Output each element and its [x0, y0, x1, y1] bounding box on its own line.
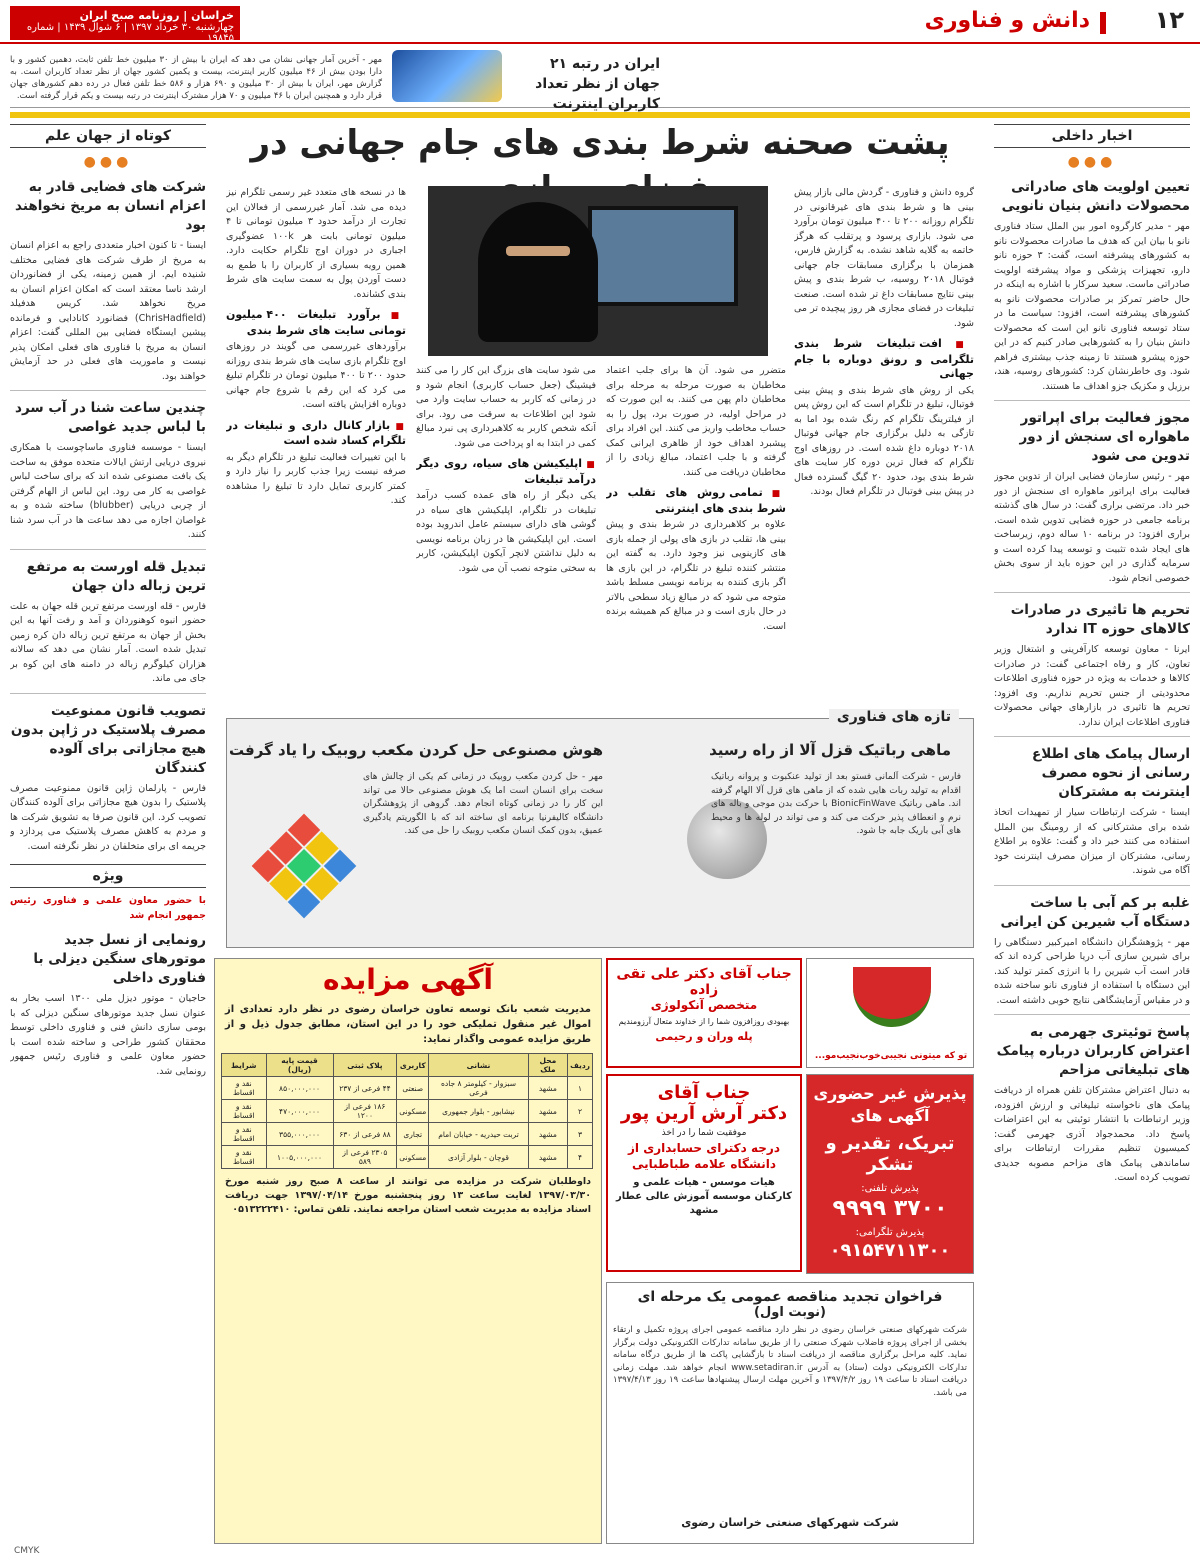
onco-message: بهبودی روزافزون شما را از خداوند متعال آرزومندیم — [618, 1017, 790, 1026]
tech-headline-fish[interactable]: ماهی رباتیک قزل آلا از راه رسید — [709, 741, 951, 759]
news-body: فارس - پارلمان ژاپن قانون ممنوعیت مصرف پلاستیک را بدون هیچ مجازاتی برای آلوده کنندگان تصویب کرد. این قانون صرفا به تشویق شرکت ها و مردم به کاهش مصرف پلاستیک می پردازد و جریمه ای برای متخلفان در نظر نگرفته است. — [10, 782, 206, 852]
table-cell: قوچان - بلوار آزادی — [429, 1146, 528, 1169]
brand-box — [10, 6, 240, 44]
table-cell: تجاری — [397, 1123, 429, 1146]
news-headline[interactable]: ارسال پیامک های اطلاع رسانی از نحوه مصرف اینترنت به مشترکان — [1031, 746, 1190, 800]
news-headline[interactable]: شرکت های فضایی قادر به اعزام انسان به مریخ نخواهند بود — [15, 179, 206, 233]
brand-name: خراسان | روزنامه صبح ایران — [79, 9, 234, 22]
news-body: مهر - مدیر کارگروه امور بین الملل ستاد فناوری نانو با بیان این که هدف ما صادرات محصولات نانو به کشورهای پیشرفته است، گفت: ۳ حوزه نانو دارو، تجهیزات پزشکی و مواد پیشرفته اولویت صادراتی ماست. سعید سرکار با اشاره به اینکه در حال حاضر تمرکز بر صادرات محصولات نانو به کشورهای پیشرفته است، افزود: سیاست ما در ستاد توسعه فناوری نانو این است که محصولات دانش بنیان را به کشورهایی صادر کنیم که در این حوزه پیشرو هستند تا زمینه جذب بیشتری فراهم شود. وی خاطرنشان کرد: کشورهای روسیه، هند، برزیل و مکزیک جزو اهداف ما هستند. — [994, 221, 1190, 392]
congrats-degree: درجه دکترای حسابداری از دانشگاه علامه طباطبایی — [628, 1141, 780, 1171]
table-cell: ۱۸۶ فرعی از ۱۲۰۰ — [333, 1100, 397, 1123]
news-body: مهر - پژوهشگران دانشگاه امیرکبیر دستگاهی را برای شیرین سازی آب دریا طراحی کرده اند که قادر است آب شیرین را با انرژی کمتر تولید کند. این دستگاه با استفاده از فناوری نانو ساخته شده و در مقیاس آزمایشگاهی نتایج خوبی داشته است. — [994, 936, 1190, 1006]
table-cell: سبزوار - کیلومتر ۸ جاده فرعی — [429, 1077, 528, 1100]
table-cell: صنعتی — [397, 1077, 429, 1100]
auction-intro: مدیریت شعب بانک توسعه تعاون خراسان رضوی در نظر دارد تعدادی از اموال غیر منقول تملیکی خود را در این استان، مطابق جدول ذیل و از طریق مزایده عمومی واگذار نماید: — [225, 1004, 591, 1045]
article-text: یکی از روش های شرط بندی و پیش بینی فوتبال، تبلیغ در تلگرام است که این روش پس از فیلترینگ تلگرام کم رنگ شده بود اما به تازگی به دلیل برگزاری جام جهانی فوتبال ۲۰۱۸ دوباره داغ شده است. در روزهای اوج تلگرام که فعال ترین دوره کار سایت های شرط بندی بود، حدود ۲۰ گیگ گسترده فعال در پیش بینی فوتبال در تلگرام فعال بودند. — [794, 384, 974, 497]
section-title: دانش و فناوری — [924, 8, 1090, 33]
news-headline[interactable]: پاسخ توئیتری جهرمی به اعتراض کاربران درباره پیامک های تبلیغاتی مزاحم — [996, 1024, 1190, 1078]
table-header: قیمت پایه (ریال) — [266, 1054, 333, 1077]
table-cell: مشهد — [528, 1123, 567, 1146]
tech-body-rubik: مهر - حل کردن مکعب روبیک در زمانی کم یکی از چالش های سخت برای انسان است اما یک هوش مصنوعی حالا می تواند این کار را در زمانی کوتاه انجام دهد. گروهی از پژوهشگران دانشگاه کالیفرنیا برنامه ای ساخته اند که با الگوریتم یادگیری عمیق، بدون کمک انسان مکعب روبیک را حل می کند. — [363, 772, 603, 836]
monitor-shape — [588, 206, 738, 306]
news-body: مهر - رئیس سازمان فضایی ایران از تدوین مجوز فعالیت برای اپراتور ماهواره ای سنجش از دور خبر داد. مرتضی براری گفت: در سال های گذشته برنامه جامعی در حوزه فضایی تدوین شده است. براری افزود: در برنامه ۱۰ ساله دوم، زیرساخت های ایجاد شده تثبیت و توسعه پیدا کرده است و سرمایه گذاری در این حوزه باید از سوی بخش خصوصی انجام شود. — [994, 471, 1190, 584]
article-subhead: ■ افت تبلیغات شرط بندی تلگرامی و رونق دوباره با جام جهانی — [794, 337, 974, 382]
melon-caption: تو که میتونی نجیبی‌خوب‌نجیب‌مو... — [814, 1051, 968, 1061]
news-headline[interactable]: چندین ساعت شنا در آب سرد با لباس جدید غواصی — [15, 400, 206, 435]
divider — [994, 400, 1190, 401]
watermelon-ad — [806, 958, 974, 1068]
table-cell: مسکونی — [397, 1100, 429, 1123]
table-cell: ۱۰۰۵,۰۰۰,۰۰۰ — [266, 1146, 333, 1169]
onco-signature: پله وران و رحیمی — [655, 1030, 753, 1043]
divider — [10, 693, 206, 694]
article-text: گروه دانش و فناوری - گردش مالی بازار پیش بینی ها و شرط بندی های غیرقانونی در تلگرام روزانه ۲۰۰ تا ۴۰۰ میلیون تومان برآورد می شود. بازاری پرسود و پرتقلب که هرگز خاتمه به گلایه شاهد نشده. به گزارش فارس، همزمان با برگزاری مسابقات جام جهانی فوتبال ۲۰۱۸ روسیه، ب شرط بندی و پیش بینی نتایج مسابقات داغ تر شده است. صنعت تبلیغات در فضای مجازی هر روز پیچیده تر می شود. — [794, 187, 974, 329]
ads-reception-ad — [806, 1074, 974, 1274]
article-subhead: ■ تمامی روش های تقلب در شرط بندی های اینترنتی — [606, 486, 786, 516]
tender-body: شرکت شهرکهای صنعتی خراسان رضوی در نظر دارد مناقصه عمومی اجرای پروژه تکمیل و ارتقاء بخشی از اجرای پروژه فاضلاب شهرک صنعتی را از طریق سامانه تدارکات الکترونیکی دولت برگزار نماید. کلیه مراحل برگزاری مناقصه از دریافت اسناد تا بازگشایی پاکت ها از طریق درگاه سامانه تدارکات الکترونیکی دولت (ستاد) به آدرس www.setadiran.ir انجام خواهد شد. مهلت زمانی دریافت اسناد تا ساعت ۱۹ روز ۱۳۹۷/۴/۲ و آخرین مهلت ارسال پیشنهادها ساعت ۱۹ روز ۱۳۹۷/۴/۱۳ می باشد. — [613, 1325, 967, 1398]
tech-news-label: تازه های فناوری — [829, 709, 959, 725]
hacker-photo — [428, 186, 768, 356]
article-text: یکی دیگر از راه های عمده کسب درآمد تبلیغات در تلگرام، اپلیکیشن های سیاه در گوشی های دارای سیستم عامل اندروید بوده است. این اپلیکیشن ها در زبان برنامه نویسی به دلیل نداشتن لانچر آیکون اپلیکیشن، کاربر به سختی متوجه نصب آن می شود. — [416, 490, 596, 574]
tender-round: (نوبت اول) — [754, 1305, 826, 1320]
news-headline[interactable]: مجوز فعالیت برای اپراتور ماهواره ای سنجش از دور تدوین می شود — [1019, 410, 1190, 464]
table-cell: ۱ — [568, 1077, 593, 1100]
table-cell: نیشابور - بلوار جمهوری — [429, 1100, 528, 1123]
rubik-cube-image — [252, 814, 357, 919]
news-body: ایسنا - تا کنون اخبار متعددی راجع به اعزام انسان به مریخ از طرف شرکت های فضایی مختلف شنیده ایم. از همین زمینه، یکی از فضانوردان ارشد ناسا معتقد است که امکان اعزام انسان به مریخ نخواهد شد. کریس هدفیلد (ChrisHadfield) فضانورد کانادایی و فرمانده پیشین ایستگاه فضایی بین المللی گفت: اعزام انسان به مریخ با فناوری های فعلی امکان پذیر نیست و ماموریت های فعلی در حد آزمایش خواهند بود. — [10, 240, 206, 382]
news-headline[interactable]: تعیین اولویت های صادراتی محصولات دانش بنیان نانویی — [1001, 179, 1190, 214]
date-line: چهارشنبه ۳۰ خرداد ۱۳۹۷ | ۶ شوال ۱۴۳۹ | شماره ۱۹۸۴۵ — [26, 22, 234, 44]
table-cell: ۴۷۰,۰۰۰,۰۰۰ — [266, 1100, 333, 1123]
table-cell: ۴۴ فرعی از ۲۳۷ — [333, 1077, 397, 1100]
yellow-rule — [10, 112, 1190, 118]
world-science-column — [10, 124, 206, 1544]
table-cell: ۸۸ فرعی از ۶۳۰ — [333, 1123, 397, 1146]
article-text: علاوه بر کلاهبرداری در شرط بندی و پیش بینی ها، تقلب در بازی های پولی از جمله بازی های کازینویی نیز وجود دارد. به گفته این منتشر کننده تبلیغ در تلگرام، در این بازی ها اگر بازی کننده به برنامه نویسی مسلط باشد متوجه می شود که در مبالغ زیاد سطحی بالاتر در حال بازی است و در مبالغ کم همیشه برنده است. — [606, 519, 786, 632]
divider — [994, 736, 1190, 737]
table-cell: مسکونی — [397, 1146, 429, 1169]
table-cell: ۲ — [568, 1100, 593, 1123]
column-title: کوتاه از جهان علم — [10, 124, 206, 148]
column-title: اخبار داخلی — [994, 124, 1190, 148]
dots-ornament: ●●● — [1067, 154, 1117, 170]
top-strip — [10, 48, 1190, 112]
table-header: پلاک ثبتی — [333, 1054, 397, 1077]
congrats-name: دکتر آرش آرین پور — [620, 1103, 788, 1124]
onco-name: جناب آقای دکتر علی تقی زاده — [616, 966, 792, 998]
news-headline[interactable]: تصویب قانون ممنوعیت مصرف پلاستیک در ژاپن بدون هیچ مجازاتی برای آلوده کنندگان — [10, 702, 206, 776]
dots-ornament: ●●● — [83, 154, 133, 170]
special-body: حاجیان - موتور دیزل ملی ۱۳۰۰ اسب بخار به عنوان نسل جدید موتورهای سنگین دیزلی که با بومی سازی دانش فنی و فناوری داخلی توسط محققان کشور طراحی و ساخته شده است با حضور معاون علمی و فناوری رئیس جمهور رونمایی شد. — [10, 993, 206, 1077]
ads-telegram-label: پذیرش تلگرامی: — [855, 1227, 925, 1238]
tender-title: فراخوان تجدید مناقصه عمومی یک مرحله ای — [637, 1289, 943, 1305]
special-headline[interactable]: رونمایی از نسل جدید موتورهای سنگین دیزلی با فناوری داخلی — [33, 932, 206, 986]
mask-eyes-shape — [506, 246, 570, 256]
globe-image — [392, 50, 502, 102]
tech-body-fish: فارس - شرکت آلمانی فستو بعد از تولید عنکبوت و پروانه رباتیک اقدام به تولید ربات هایی شده که از ماهی های قزل آلا الهام گرفته اند. ماهی رباتیک BionicFinWave با حرکت بدن موجی و باله های نرم و انعطاف پذیر حرکت می کند و می تواند در لوله ها و محیط های آبی باریک جابه جا شود. — [711, 772, 961, 836]
article-text: می شود سایت های بزرگ این کار را می کنند فیشینگ (جعل حساب کاربری) انجام شود و در زمانی که کاربر به حساب سایت وارد می شود این اطلاعات به سرقت می رود. برای آنکه شخص کاربر به کلاهبرداری پی نبرد مبالغ کمی در ابتدا به او پرداخت می شود. — [416, 365, 596, 449]
table-header: شرایط — [222, 1054, 267, 1077]
news-body: به دنبال اعتراض مشترکان تلفن همراه از دریافت پیامک های ناخواسته تبلیغاتی و ارزش افزوده، وزیر ارتباطات با انتشار توئیتی به این اعتراضات پاسخ داد. محمدجواد آذری جهرمی گفت: کمیسیون تنظیم مقررات ارتباطات برای ساماندهی پیامک های مزاحم مصوبه جدیدی تصویب کرده است. — [994, 1085, 1190, 1183]
special-title: ویژه — [10, 864, 206, 888]
news-headline[interactable]: غلبه بر کم آبی با ساخت دستگاه آب شیرین کن ایرانی — [1000, 894, 1190, 930]
table-cell: نقد و اقساط — [222, 1077, 267, 1100]
article-column-3 — [416, 364, 596, 708]
news-body: ایسنا - موسسه فناوری ماساچوست با همکاری نیروی دریایی ارتش ایالات متحده موفق به ساخت یک بافت مصنوعی شده اند که برای ساخت لباس غواصی به کار می رود. این لباس از الهام گرفتن از چربی دریایی (blubber) ساخته شده و به غواصان اجازه می دهد ساعت ها در آب سرد شنا کنند. — [10, 442, 206, 540]
divider — [10, 390, 206, 391]
article-text: متضرر می شود. آن ها برای جلب اعتماد مخاطبان به صورت مرحله به مرحله برای مخاطبان دام پهن می کنند. به این صورت که در مراحل اولیه، در صورت برد، پول را به حساب مخاطب واریز می کنند. این افراد برای پیشبرد اهداف خود از ظاهری ایرانی کمک گرفته و با جلب اعتماد، مبالغ زیادی را از مخاطبان دریافت می کنند. — [606, 365, 786, 478]
article-text: برآوردهای غیررسمی می گویند در روزهای اوج تلگرام بازی سایت های شرط بندی روزانه حدود ۲۰۰ تا ۴۰۰ میلیون تومان در تلگرام تبلیغ می کرد که این رقم با شروع جام جهانی دوباره افزایش یافته است. — [226, 341, 406, 410]
article-subhead: ■ بازار کانال داری و تبلیغات در تلگرام کساد شده است — [226, 419, 406, 449]
table-cell: مشهد — [528, 1146, 567, 1169]
congrats-signature: هیات موسس - هیات علمی و کارکنان موسسه آموزش عالی عطار مشهد — [616, 1177, 792, 1216]
tech-headline-rubik[interactable]: هوش مصنوعی حل کردن مکعب روبیک را یاد گرفت — [229, 741, 603, 759]
auction-footer: داوطلبان شرکت در مزایده می توانند از ساعت ۸ صبح روز شنبه مورخ ۱۳۹۷/۰۳/۳۰ لغایت ساعت ۱۳ روز پنجشنبه مورخ ۱۳۹۷/۰۴/۱۴ جهت دریافت اسناد مزایده به مدیریت شعب استان مراجعه نمایند. تلفن تماس: ۰۵۱۳۲۲۲۴۱۰ — [225, 1176, 592, 1215]
ads-types: تبریک، تقدیر و تشکر — [825, 1133, 955, 1175]
table-row — [222, 1100, 593, 1123]
auction-title: آگهی مزایده — [322, 963, 493, 996]
divider — [994, 592, 1190, 593]
table-cell: ۸۵۰,۰۰۰,۰۰۰ — [266, 1077, 333, 1100]
tender-ad — [606, 1282, 974, 1544]
section-bar — [1100, 12, 1106, 34]
article-text: ها در نسخه های متعدد غیر رسمی تلگرام نیز دیده می شد. آمار غیررسمی از فعالان این تجارت از درآمد حدود ۳ میلیون تومانی تا ۴ میلیون تومانی بابت هر ۱۰۰k عضوگیری اجباری در دوران اوج تلگرام حکایت دارد. همین رویه بسیاری از کاربران را با طمع به دست آوردن پول به سمت سایت های شرط بندی کشانده. — [226, 187, 406, 300]
page-header — [0, 0, 1200, 44]
news-body: فارس - قله اورست مرتفع ترین قله جهان به علت حضور انبوه کوهنوردان و آمد و رفت آنها به این بخش از جهان به مرتفع ترین زباله دان کره زمین تبدیل شده است. آمار نشان می دهد که سالانه هزاران کیلوگرم زباله در دامنه های این کوه بر جای می ماند. — [10, 600, 206, 684]
article-column-1 — [794, 186, 974, 708]
oncologist-ad — [606, 958, 802, 1068]
ads-phone[interactable]: ۳۷۰۰ ۹۹۹۹ — [832, 1196, 948, 1221]
table-cell: نقد و اقساط — [222, 1100, 267, 1123]
special-lead: با حضور معاون علمی و فناوری رئیس جمهور انجام شد — [10, 895, 206, 921]
tender-signature: شرکت شهرکهای صنعتی خراسان رضوی — [681, 1516, 899, 1529]
table-cell: ۳ — [568, 1123, 593, 1146]
congrats-salutation: جناب آقای — [657, 1082, 751, 1103]
table-row — [222, 1077, 593, 1100]
article-text: با این تغییرات فعالیت تبلیغ در تلگرام دیگر به صرفه نیست زیرا جذب کاربر را نیاز دارد و کمتر کاربری تمایل دارد تا تبلیغ را مشاهده کند. — [226, 451, 406, 506]
table-cell: مشهد — [528, 1100, 567, 1123]
tech-news-box — [226, 709, 974, 948]
table-cell: ۳۵۵,۰۰۰,۰۰۰ — [266, 1123, 333, 1146]
auction-ad — [214, 958, 602, 1544]
ads-telegram-number[interactable]: ۰۹۱۵۴۷۱۱۳۰۰ — [829, 1240, 951, 1261]
ads-phone-label: پذیرش تلفنی: — [861, 1183, 919, 1194]
watermelon-icon — [853, 967, 931, 1027]
divider — [10, 549, 206, 550]
table-row — [222, 1146, 593, 1169]
table-header: نشانی — [429, 1054, 528, 1077]
divider — [994, 885, 1190, 886]
masked-person-shape — [478, 202, 598, 342]
news-body: ایرنا - معاون توسعه کارآفرینی و اشتغال وزیر تعاون، کار و رفاه اجتماعی گفت: در صادرات کالاها و خدمات به ویژه در حوزه فناوری اطلاعات محدودیتی از جنس تحریم نداریم. وی افزود: تحریم ها تاثیری در بازارهای جهانی محصولات فناوری اطلاعات ایران ندارد. — [994, 644, 1190, 728]
onco-title: متخصص آنکولوژی — [650, 998, 758, 1012]
table-cell: ۲۳۰۵ فرعی از ۵۸۹ — [333, 1146, 397, 1169]
article-subhead: ■ برآورد تبلیغات ۴۰۰ میلیون تومانی سایت های شرط بندی — [226, 308, 406, 338]
table-header: محل ملک — [528, 1054, 567, 1077]
main-headline[interactable]: پشت صحنه شرط بندی های جام جهانی در — [250, 123, 950, 163]
table-cell: نقد و اقساط — [222, 1146, 267, 1169]
article-column-2 — [606, 364, 786, 708]
table-cell: نقد و اقساط — [222, 1123, 267, 1146]
article-subhead: ■ اپلیکیشن های سیاه، روی دیگر درآمد تبلیغات — [416, 457, 596, 487]
ads-heading: پذیرش غیر حضوری آگهی های — [813, 1084, 967, 1125]
table-row — [222, 1123, 593, 1146]
domestic-news-column — [994, 124, 1190, 1544]
table-cell: مشهد — [528, 1077, 567, 1100]
cmyk-mark: CMYK — [14, 1546, 40, 1556]
divider — [994, 1014, 1190, 1015]
table-cell: تربت حیدریه - خیابان امام — [429, 1123, 528, 1146]
congrats-intro: موفقیت شما را در اخذ — [661, 1128, 747, 1138]
table-header: کاربری — [397, 1054, 429, 1077]
news-body: ایسنا - شرکت ارتباطات سیار از تمهیدات اتخاذ شده برای مشترکانی که از رومینگ بین الملل استفاده می کنند خبر داد و گفت: علاوه بر اطلاع رسانی، مشترکان از میزان مصرف اینترنت خود آگاه می شوند. — [994, 807, 1190, 876]
strip-headline[interactable]: ایران در رتبه ۲۱ جهان از نظر تعداد کاربران اینترنت — [535, 56, 660, 112]
news-headline[interactable]: تبدیل قله اورست به مرتفع ترین زباله دان جهان — [26, 558, 206, 594]
article-column-4 — [226, 186, 406, 708]
table-header: ردیف — [568, 1054, 593, 1077]
auction-table — [221, 1053, 593, 1169]
news-headline[interactable]: تحریم ها تاثیری در صادرات کالاهای حوزه IT ندارد — [1010, 602, 1190, 637]
congrats-ad — [606, 1074, 802, 1272]
page-number: ۱۲ — [1154, 6, 1184, 34]
strip-text: مهر - آخرین آمار جهانی نشان می دهد که ایران با بیش از ۳۰ میلیون خط تلفن ثابت، دهمین کشور و با دارا بودن بیش از ۴۶ میلیون کاربر اینترنت، بیست و یکمین کشور جهان از نظر تعداد کاربران است. به گزارش مهر، ایران با بیش از ۳۰ میلیون و ۶۹۰ هزار و ۵۸۶ خط تلفن فعال در رده دهم کشورهای جهان قرار دارد و همچنین ایران با ۴۶ میلیون و ۷۰ هزار مشترک اینترنت در رتبه بیست و یکم قرار گرفته است. — [10, 55, 382, 101]
table-cell: ۴ — [568, 1146, 593, 1169]
